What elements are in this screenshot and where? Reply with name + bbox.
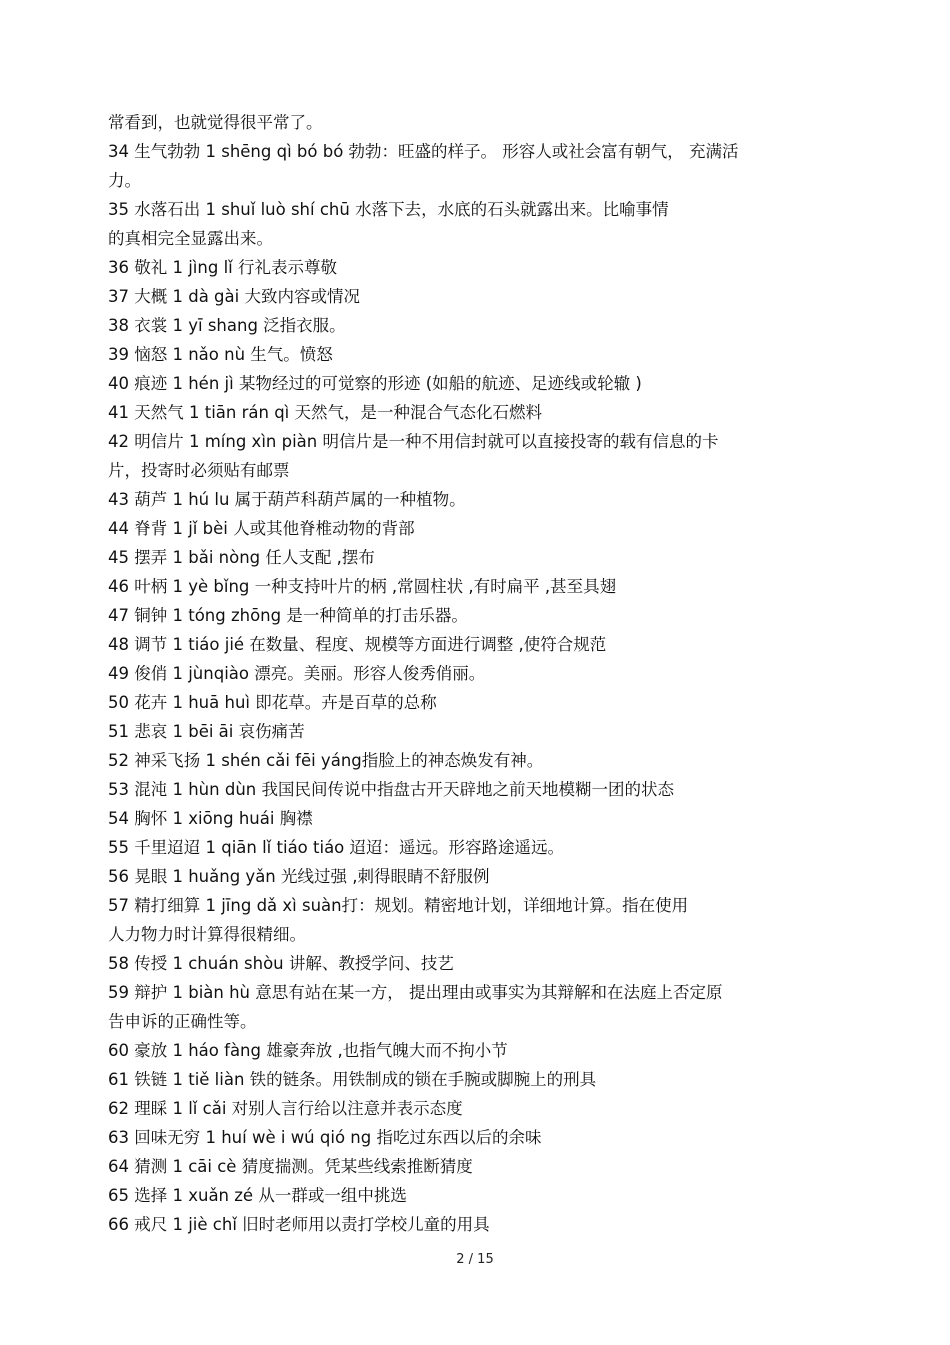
text-line: 57 精打细算 1 jīng dǎ xì suàn打：规划。精密地计划，详细地计算。指在使用 bbox=[108, 896, 689, 915]
text-line: 39 恼怒 1 nǎo nù 生气。愤怒 bbox=[108, 345, 333, 364]
page-number: 2 / 15 bbox=[456, 1252, 494, 1267]
text-line: 的真相完全显露出来。 bbox=[108, 229, 273, 248]
text-line: 66 戒尺 1 jiè chǐ 旧时老师用以责打学校儿童的用具 bbox=[108, 1215, 490, 1234]
text-line: 60 豪放 1 háo fàng 雄豪奔放 ,也指气魄大而不拘小节 bbox=[108, 1041, 508, 1060]
text-line: 42 明信片 1 míng xìn piàn 明信片是一种不用信封就可以直接投寄的载有信息的卡 bbox=[108, 432, 719, 451]
text-line: 51 悲哀 1 bēi āi 哀伤痛苦 bbox=[108, 722, 305, 741]
text-line: 36 敬礼 1 jìng lǐ 行礼表示尊敬 bbox=[108, 258, 337, 277]
text-line: 58 传授 1 chuán shòu 讲解、教授学问、技艺 bbox=[108, 954, 454, 973]
text-line: 46 叶柄 1 yè bǐng 一种支持叶片的柄 ,常圆柱状 ,有时扁平 ,甚至具翅 bbox=[108, 577, 617, 596]
text-line: 59 辩护 1 biàn hù 意思有站在某一方， 提出理由或事实为其辩解和在法庭上否定原 bbox=[108, 983, 723, 1002]
text-line: 56 晃眼 1 huǎng yǎn 光线过强 ,刺得眼睛不舒服例 bbox=[108, 867, 490, 886]
text-line: 人力物力时计算得很精细。 bbox=[108, 925, 306, 944]
text-line: 54 胸怀 1 xiōng huái 胸襟 bbox=[108, 809, 313, 828]
text-line: 45 摆弄 1 bǎi nòng 任人支配 ,摆布 bbox=[108, 548, 375, 567]
text-line: 53 混沌 1 hùn dùn 我国民间传说中指盘古开天辟地之前天地模糊一团的状态 bbox=[108, 780, 674, 799]
text-line: 44 脊背 1 jǐ bèi 人或其他脊椎动物的背部 bbox=[108, 519, 415, 538]
text-line: 63 回味无穷 1 huí wè i wú qió ng 指吃过东西以后的余味 bbox=[108, 1128, 542, 1147]
text-line: 常看到，也就觉得很平常了。 bbox=[108, 113, 323, 132]
text-line: 力。 bbox=[108, 171, 141, 190]
text-line: 47 铜钟 1 tóng zhōng 是一种简单的打击乐器。 bbox=[108, 606, 468, 625]
text-line: 62 理睬 1 lǐ cǎi 对别人言行给以注意并表示态度 bbox=[108, 1099, 463, 1118]
text-line: 片，投寄时必须贴有邮票 bbox=[108, 461, 290, 480]
text-line: 61 铁链 1 tiě liàn 铁的链条。用铁制成的锁在手腕或脚腕上的刑具 bbox=[108, 1070, 597, 1089]
text-line: 55 千里迢迢 1 qiān lǐ tiáo tiáo 迢迢：遥远。形容路途遥远。 bbox=[108, 838, 565, 857]
text-line: 50 花卉 1 huā huì 即花草。卉是百草的总称 bbox=[108, 693, 437, 712]
text-line: 41 天然气 1 tiān rán qì 天然气，是一种混合气态化石燃料 bbox=[108, 403, 542, 422]
text-line: 49 俊俏 1 jùnqiào 漂亮。美丽。形容人俊秀俏丽。 bbox=[108, 664, 486, 683]
text-line: 65 选择 1 xuǎn zé 从一群或一组中挑选 bbox=[108, 1186, 407, 1205]
text-line: 37 大概 1 dà gài 大致内容或情况 bbox=[108, 287, 360, 306]
vocabulary-list bbox=[108, 108, 843, 1239]
text-line: 告申诉的正确性等。 bbox=[108, 1012, 257, 1031]
text-line: 43 葫芦 1 hú lu 属于葫芦科葫芦属的一种植物。 bbox=[108, 490, 466, 509]
text-line: 35 水落石出 1 shuǐ luò shí chū 水落下去，水底的石头就露出来。比喻事情 bbox=[108, 200, 669, 219]
text-line: 64 猜测 1 cāi cè 猜度揣测。凭某些线索推断猜度 bbox=[108, 1157, 473, 1176]
text-line: 38 衣裳 1 yī shang 泛指衣服。 bbox=[108, 316, 346, 335]
text-line: 52 神采飞扬 1 shén cǎi fēi yáng指脸上的神态焕发有神。 bbox=[108, 751, 544, 770]
text-line: 48 调节 1 tiáo jié 在数量、程度、规模等方面进行调整 ,使符合规范 bbox=[108, 635, 607, 654]
text-line: 40 痕迹 1 hén jì 某物经过的可觉察的形迹 (如船的航迹、足迹线或轮辙 ) bbox=[108, 374, 642, 393]
text-line: 34 生气勃勃 1 shēng qì bó bó 勃勃：旺盛的样子。 形容人或社会富有朝气， 充满活 bbox=[108, 142, 739, 161]
